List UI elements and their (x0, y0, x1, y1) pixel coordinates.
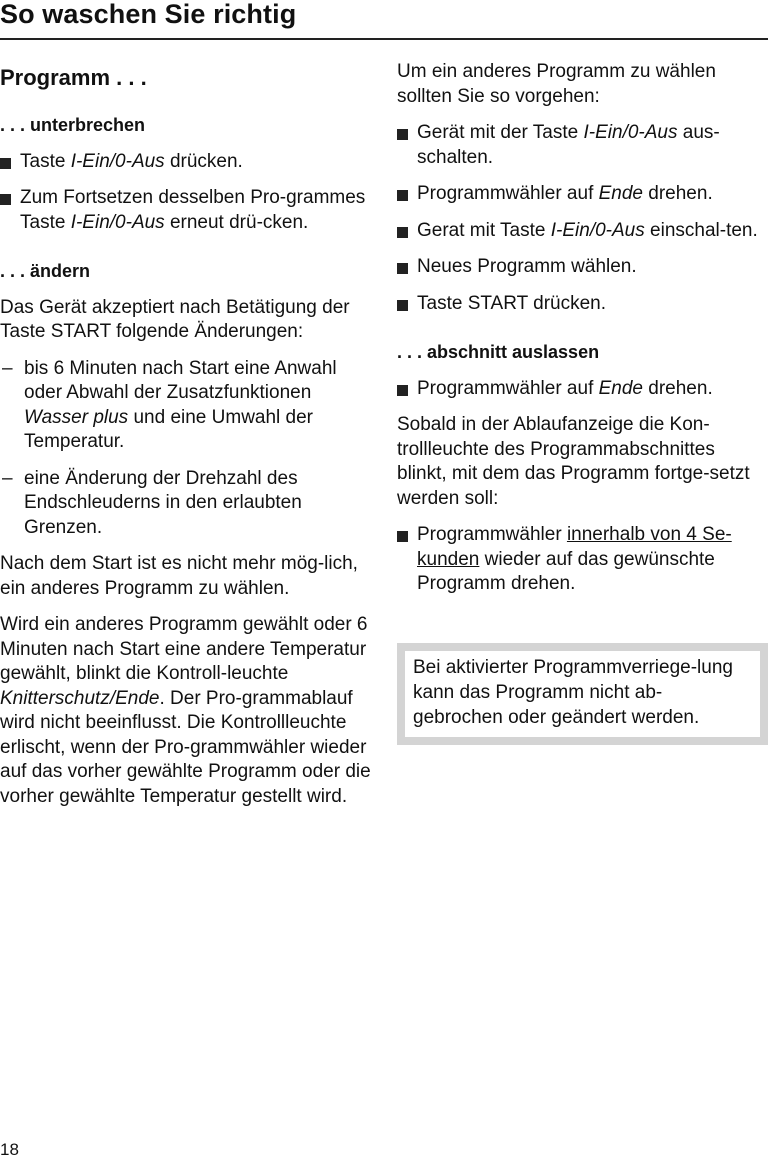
dash-item: – bis 6 Minuten nach Start eine Anwahl oder Abwahl der Zusatzfunktionen Wasser plus und eine Umwahl der Temperatur. (0, 357, 372, 455)
subheading-skip: . . . abschnitt auslassen (397, 342, 600, 362)
paragraph: Das Gerät akzeptiert nach Betätigung der Taste START folgende Änderungen: (0, 296, 350, 342)
bullet-item: Gerät mit der Taste I-Ein/0-Aus aus-schalten. (397, 121, 765, 170)
paragraph: Sobald in der Ablaufanzeige die Kon-trollleuchte des Programmabschnittes blinkt, mit dem das Programm fortge-setzt werden soll: (397, 414, 750, 509)
bullet-item: Programmwähler auf Ende drehen. (397, 182, 765, 207)
page-header (0, 0, 768, 40)
bullet-item: Programmwähler auf Ende drehen. (397, 377, 765, 402)
bullet-item: Zum Fortsetzen desselben Pro-grammes Taste I-Ein/0-Aus erneut drü-cken. (0, 186, 372, 235)
right-column (397, 60, 765, 609)
paragraph: Nach dem Start ist es nicht mehr mög-lich, ein anderes Programm zu wählen. (0, 553, 358, 599)
paragraph: Wird ein anderes Programm gewählt oder 6 Minuten nach Start eine andere Temperatur gewählt, blinkt die Kontroll-leuchte Knitterschutz/Ende. Der Pro-grammablauf wird nicht beeinflusst. Die Kontrollleuchte erlischt, wenn der Pro-grammwähler wieder auf das vorher gewählte Programm oder die vorher gewählte Temperatur gestellt wird. (0, 614, 371, 807)
section-title: Programm . . . (0, 65, 147, 90)
bullet-item: Taste I-Ein/0-Aus drücken. (0, 150, 372, 175)
left-column (0, 60, 372, 821)
subheading-change: . . . ändern (0, 261, 91, 281)
bullet-item: Gerat mit Taste I-Ein/0-Aus einschal-ten. (397, 219, 765, 244)
paragraph: Um ein anderes Programm zu wählen sollten Sie so vorgehen: (397, 61, 716, 107)
page-title: So waschen Sie richtig (0, 0, 297, 29)
subheading-interrupt: . . . unterbrechen (0, 115, 146, 135)
dash-item: – eine Änderung der Drehzahl des Endschleuderns in den erlaubten Grenzen. (0, 467, 372, 541)
bullet-item: Programmwähler innerhalb von 4 Se-kunden wieder auf das gewünschte Programm drehen. (397, 523, 765, 597)
bullet-item: Taste START drücken. (397, 292, 765, 317)
note-text: Bei aktivierter Programmverriege-lung kann das Programm nicht ab-gebrochen oder geändert werden. (405, 651, 760, 737)
page-number: 18 (0, 1140, 19, 1159)
note-box (397, 643, 768, 745)
bullet-item: Neues Programm wählen. (397, 255, 765, 280)
